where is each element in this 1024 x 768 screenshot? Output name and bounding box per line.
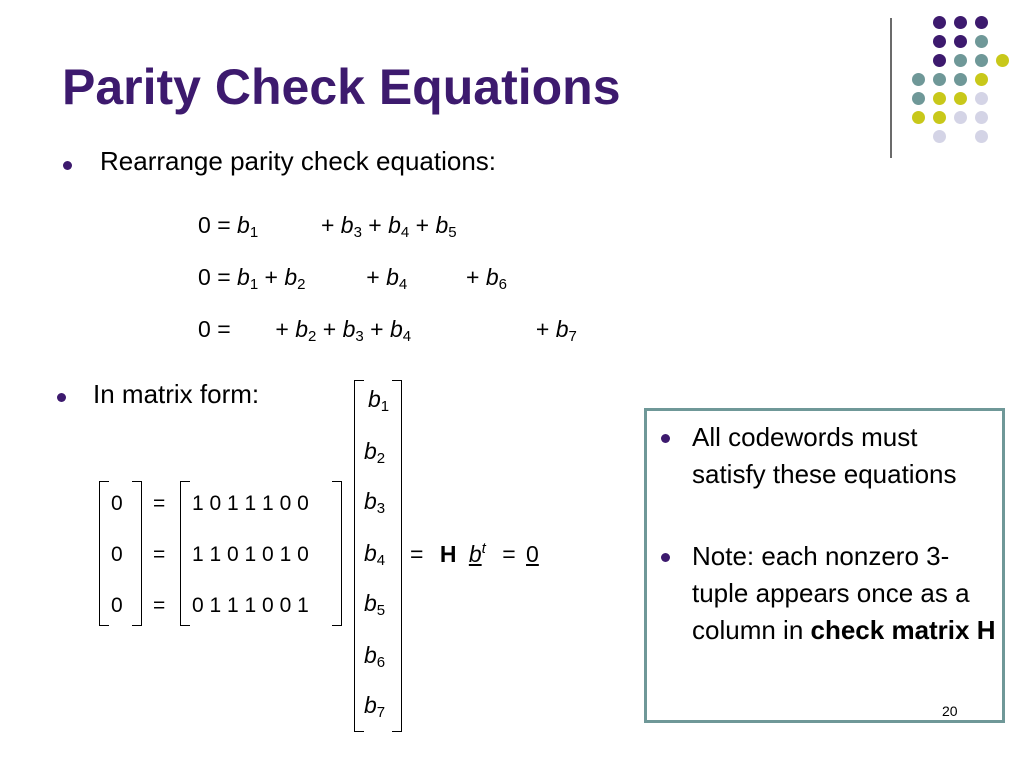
equation-1: $0 = b_1 + b_3 + b_4 + b_5$ — [198, 212, 457, 241]
bracket-right — [332, 481, 342, 626]
bracket-left — [354, 380, 364, 732]
bullet-dot — [63, 161, 72, 170]
vector-entry: $b_5$ — [364, 590, 386, 619]
equals-sign: = — [153, 492, 166, 515]
decor-dot — [912, 73, 925, 86]
decor-dot — [996, 54, 1009, 67]
decor-dot — [933, 54, 946, 67]
decor-dot — [912, 111, 925, 124]
vector-entry: $b_2$ — [364, 438, 386, 467]
decor-dot — [933, 16, 946, 29]
decor-dot — [933, 73, 946, 86]
bracket-left — [180, 481, 190, 626]
vector-entry: $b_1$ — [368, 386, 390, 415]
decor-dot — [975, 73, 988, 86]
matrix-result-expression: = H $b^t = 0$ — [410, 540, 539, 567]
decor-dot — [954, 92, 967, 105]
bullet-rearrange: Rearrange parity check equations: — [100, 146, 497, 176]
decor-dot — [975, 16, 988, 29]
bullet-dot — [661, 434, 670, 443]
matrix-row: 1 0 1 1 1 0 0 — [192, 492, 309, 515]
page-number: 20 — [942, 703, 958, 719]
zero-vector-entry: 0 — [111, 594, 123, 617]
decor-dot — [954, 54, 967, 67]
note-box — [644, 408, 1005, 723]
decor-dot — [975, 35, 988, 48]
decor-dot — [975, 111, 988, 124]
bullet-matrix-form: In matrix form: — [93, 379, 260, 409]
equation-3: 0 = + $b_2 + b_3 + b_4 + b_7$ — [198, 316, 577, 345]
note-codewords: All codewords must satisfy these equations — [692, 422, 957, 489]
zero-vector-entry: 0 — [111, 543, 123, 566]
zero-vector-entry: 0 — [111, 492, 123, 515]
slide-title: Parity Check Equations — [62, 59, 621, 115]
vector-entry: $b_6$ — [364, 642, 386, 671]
decor-dot — [933, 130, 946, 143]
decor-dot — [933, 35, 946, 48]
bracket-left — [99, 481, 109, 626]
equals-sign: = — [153, 543, 166, 566]
title-vertical-rule — [890, 18, 892, 158]
matrix-row: 0 1 1 1 0 0 1 — [192, 594, 309, 617]
decor-dot — [954, 73, 967, 86]
matrix-row: 1 1 0 1 0 1 0 — [192, 543, 309, 566]
decor-dot — [954, 111, 967, 124]
equals-sign: = — [153, 594, 166, 617]
decor-dot — [975, 54, 988, 67]
decor-dot — [975, 130, 988, 143]
bullet-dot — [661, 553, 670, 562]
decor-dot — [912, 92, 925, 105]
decor-dot — [975, 92, 988, 105]
decor-dot — [954, 35, 967, 48]
vector-entry: $b_4$ — [364, 540, 386, 569]
vector-entry: $b_7$ — [364, 692, 386, 721]
decor-dot — [933, 111, 946, 124]
vector-entry: $b_3$ — [364, 488, 386, 517]
bullet-dot — [57, 393, 66, 402]
note-nonzero-tuple: Note: each nonzero 3-tuple appears once as a column in check matrix H — [692, 541, 996, 645]
decor-dot — [933, 92, 946, 105]
decor-dot — [954, 16, 967, 29]
bracket-right — [392, 380, 402, 732]
equation-2: $0 = b_1 + b_2 + b_4 + b_6$ — [198, 264, 508, 293]
bracket-right — [132, 481, 142, 626]
